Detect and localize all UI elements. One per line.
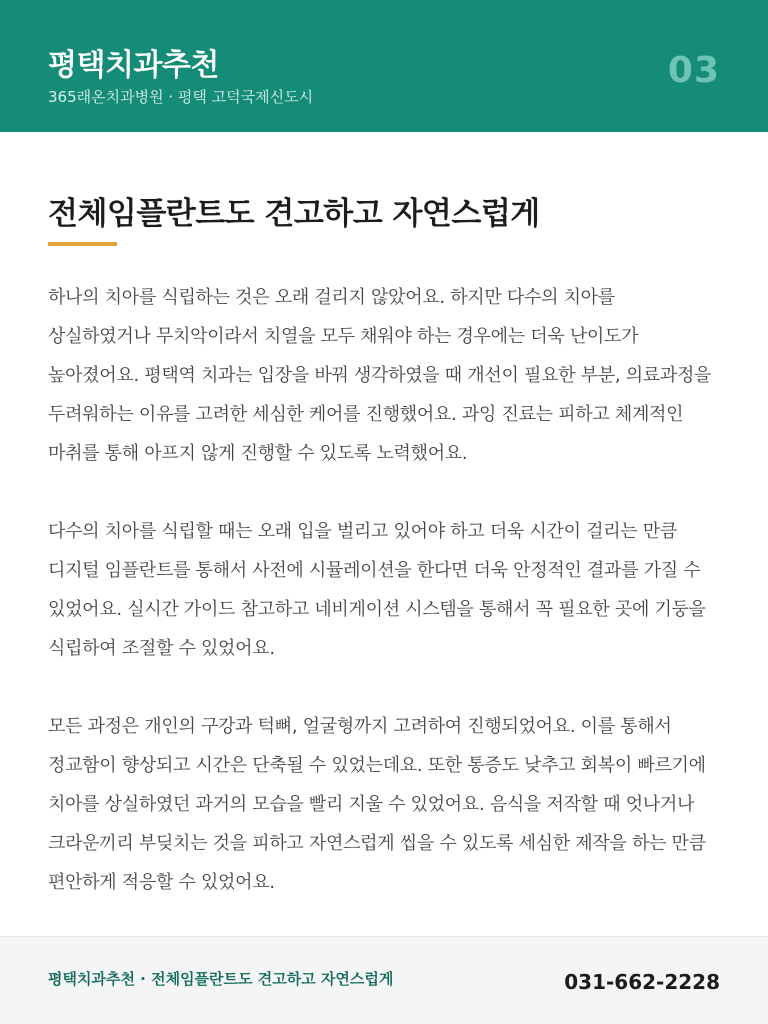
footer-bar — [0, 936, 768, 1024]
paragraph-2: 다수의 치아를 식립할 때는 오래 입을 벌리고 있어야 하고 더욱 시간이 걸리는 만큼 디지털 임플란트를 통해서 사전에 시뮬레이션을 한다면 더욱 안정적인 결과를 가질 수 있었어요. 실시간 가이드 참고하고 네비게이션 시스템을 통해서 꼭 필요한 곳에 기둥을 식립하여 조절할 수 있었어요. — [48, 521, 706, 659]
paragraph-1: 하나의 치아를 식립하는 것은 오래 걸리지 않았어요. 하지만 다수의 치아를 상실하였거나 무치악이라서 치열을 모두 채워야 하는 경우에는 더욱 난이도가 높아졌어요. 평택역 치과는 입장을 바꿔 생각하였을 때 개선이 필요한 부분, 의료과정을 두려워하는 이유를 고려한 세심한 케어를 진행했어요. 과잉 진료는 피하고 체계적인 마취를 통해 아프지 않게 진행할 수 있도록 노력했어요. — [48, 287, 712, 464]
paragraph-3: 모든 과정은 개인의 구강과 턱뼈, 얼굴형까지 고려하여 진행되었어요. 이를 통해서 정교함이 향상되고 시간은 단축될 수 있었는데요. 또한 통증도 낮추고 회복이 빠르기에 치아를 상실하였던 과거의 모습을 빨리 지울 수 있었어요. 음식을 저작할 때 엇나거나 크라운끼리 부딪치는 것을 피하고 자연스럽게 씹을 수 있도록 세심한 제작을 하는 만큼 편안하게 적응할 수 있었어요. — [48, 716, 706, 893]
footer-caption: 평택치과추천 · 전체임플란트도 견고하고 자연스럽게 — [48, 970, 394, 988]
page-number: 03 — [667, 50, 720, 91]
article-title: 전체임플란트도 견고하고 자연스럽게 — [48, 196, 540, 232]
header-bar — [0, 0, 768, 132]
phone-number[interactable]: 031-662-2228 — [564, 970, 720, 994]
header-title: 평택치과추천 — [48, 48, 219, 83]
article-body — [48, 278, 720, 941]
title-underline — [48, 242, 117, 246]
header-subtitle: 365래온치과병원 · 평택 고덕국제신도시 — [48, 88, 314, 106]
